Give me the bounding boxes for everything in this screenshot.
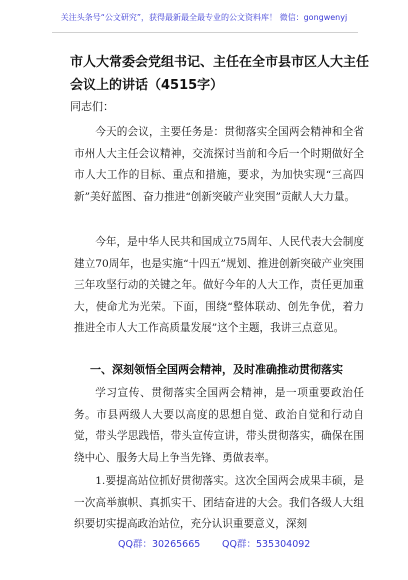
promo-header: 关注头条号“公文研究”，获得最新最全最专业的公文资料库！ 微信：gongwenyj xyxy=(60,13,348,22)
paragraph-4: 1.要提高站位抓好贯彻落实。这次全国两会成果丰硕，是一次高举旗帜、真抓实干、团结奋进的大会。我们各级人大组织要切实提高政治站位，充分认识重要意义，深刻 xyxy=(74,475,364,530)
paragraph-1: 今天的会议，主要任务是：贯彻落实全国两会精神和全省市州人大主任会议精神，交流探讨当前和今后一个时期做好全市人大工作的目标、重点和措施，要求，为加快实现“三高四新”美好蓝图、奋力推进“创新突破产业突围”贡献人大力量。 xyxy=(74,126,364,203)
footer xyxy=(0,536,408,550)
header-divider xyxy=(52,32,358,33)
greeting: 同志们： xyxy=(70,100,114,113)
paragraph-2: 今年，是中华人民共和国成立75周年、人民代表大会制度建立70周年，也是实施“十四五”规划、推进创新突破产业突围三年攻坚行动的关键之年。做好今年的人大工作，责任更加重大，使命尤为光荣。下面，围绕“整体联动、创先争优，着力推进全市人大工作高质量发展”这个主题，我讲三点意见。 xyxy=(74,236,364,334)
footer-qq-group-2: QQ群：535304092 xyxy=(222,539,311,550)
footer-qq-group-1: QQ群：30265665 xyxy=(118,539,201,550)
document-title: 市人大常委会党组书记、主任在全市县市区人大主任会议上的讲话（4515字） xyxy=(70,55,370,93)
paragraph-3: 学习宣传、贯彻落实全国两会精神，是一项重要政治任务。市县两级人大要以高度的思想自觉、政治自觉和行动自觉，带头学思践悟，带头宣传宣讲，带头贯彻落实，确保在围绕中心、服务大局上争当先锋、勇做表率。 xyxy=(74,387,364,464)
section-heading-1: 一、深刻领悟全国两会精神，及时准确推动贯彻落实 xyxy=(90,363,343,376)
